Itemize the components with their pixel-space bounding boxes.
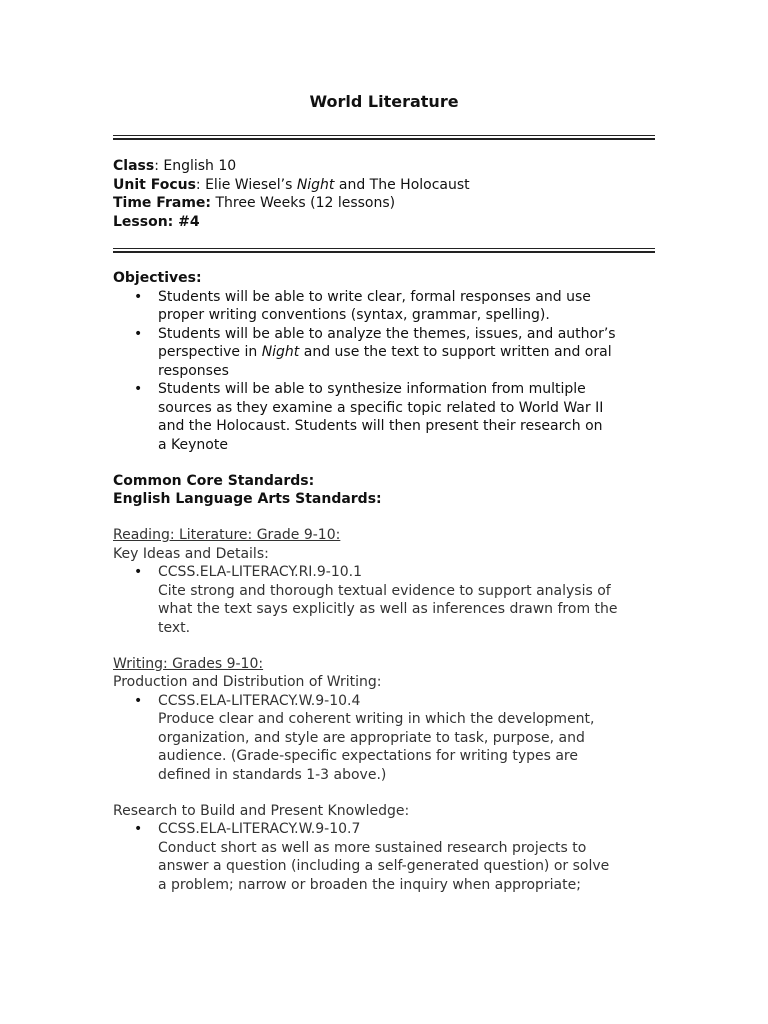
time-frame-line [113, 194, 658, 213]
time-frame-value: Three Weeks (12 lessons) [211, 195, 396, 211]
class-value: : English 10 [154, 158, 237, 174]
time-frame-label: Time Frame: [113, 195, 212, 211]
bullet-glyph: • [134, 288, 143, 305]
unit-focus-line [113, 176, 658, 195]
writing-standards-list [113, 692, 658, 785]
lesson-label: Lesson: #4 [113, 213, 200, 230]
document-body [113, 269, 658, 894]
standard-code: CCSS.ELA-LITERACY.W.9-10.4 [158, 692, 361, 709]
objective-item: • Students will be able to analyze the themes, issues, and author’s perspective in Night and use the text to support written and oral responses [134, 325, 616, 379]
class-label: Class [113, 158, 155, 174]
objective-item: • Students will be able to write clear, formal responses and use proper writing conventions (syntax, grammar, spelling). [134, 288, 591, 323]
ela-standards-heading: English Language Arts Standards: [113, 491, 382, 507]
document-title: World Literature [309, 92, 459, 111]
top-divider [113, 135, 655, 140]
research-standards-list [113, 820, 658, 894]
objectives-heading: Objectives: [113, 270, 202, 286]
writing-subheading: Production and Distribution of Writing: [113, 674, 382, 690]
bullet-glyph: • [134, 692, 143, 709]
unit-focus-label: Unit Focus [113, 176, 196, 193]
common-core-heading: Common Core Standards: [113, 472, 315, 489]
unit-focus-value: : Elie Wiesel’s [195, 176, 297, 193]
writing-heading: Writing: Grades 9-10: [113, 655, 264, 672]
research-subheading: Research to Build and Present Knowledge: [113, 802, 410, 819]
standard-item: • CCSS.ELA-LITERACY.W.9-10.7 Conduct short as well as more sustained research projects to answer a question (including a self-generated question) or solve a problem; narrow or broaden the inquiry when appropriate; [113, 820, 658, 894]
standard-item: • CCSS.ELA-LITERACY.W.9-10.4 Produce clear and coherent writing in which the development, organization, and style are appropriate to task, purpose, and audience. (Grade-specific expectations for writing types are defined in standards 1-3 above.) [113, 692, 658, 785]
standard-code: CCSS.ELA-LITERACY.W.9-10.7 [158, 821, 361, 837]
reading-heading: Reading: Literature: Grade 9-10: [113, 527, 341, 543]
standard-item: • CCSS.ELA-LITERACY.RI.9-10.1 Cite strong and thorough textual evidence to support analysis of what the text says explicitly as well as inferences drawn from the text. [113, 563, 658, 637]
unit-focus-book-title: Night [296, 176, 335, 193]
reading-subheading: Key Ideas and Details: [113, 545, 269, 562]
bottom-divider [113, 248, 655, 253]
reading-standards-list [113, 563, 658, 637]
course-meta [113, 157, 658, 231]
lesson-line [113, 213, 658, 232]
bullet-glyph: • [134, 325, 143, 342]
bullet-glyph: • [134, 381, 143, 397]
objective-item: • Students will be able to synthesize information from multiple sources as they examine a specific topic related to World War II and the Holocaust. Students will then present their research on a Keynote [134, 381, 604, 453]
unit-focus-topic: and The Holocaust [334, 176, 470, 193]
objectives-list [113, 288, 658, 455]
bullet-glyph: • [134, 821, 143, 837]
standard-code: CCSS.ELA-LITERACY.RI.9-10.1 [158, 564, 363, 580]
bullet-glyph: • [134, 564, 143, 580]
class-line [113, 157, 658, 176]
